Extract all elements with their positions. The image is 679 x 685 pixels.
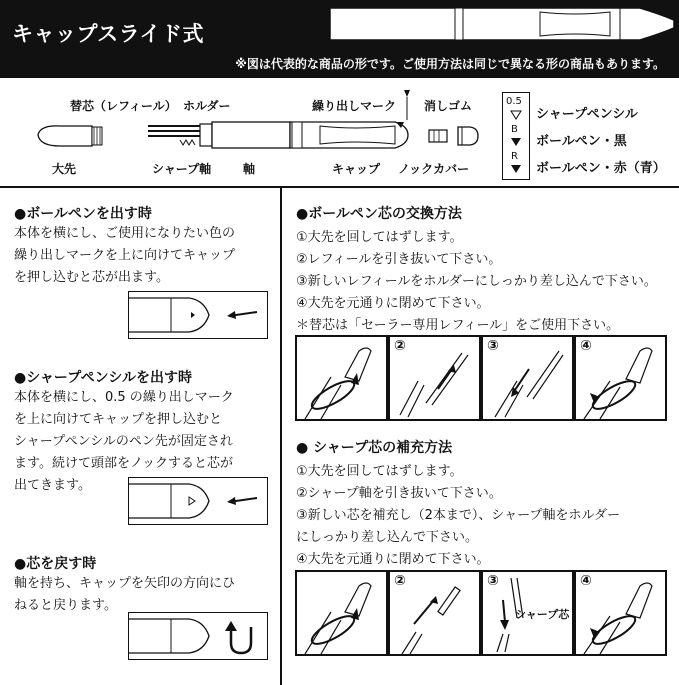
header-note: ※図は代表的な商品の形です。ご使用方法は同じで異なる形の商品もあります。 [235, 57, 665, 71]
text-line: 軸を持ち、キャップを矢印の方向にひ [14, 576, 236, 591]
label-eraser: 消しゴム [424, 99, 473, 113]
label-tip: 大先 [52, 162, 77, 176]
text-line: 本体を横にし、0.5 の繰り出しマーク [14, 390, 234, 405]
panel-number: ④ [580, 573, 592, 589]
lead-panel-2 [388, 570, 481, 656]
lead-step-1: ①大先を回してはずします。 [296, 464, 463, 479]
rotate-arrow-icon [308, 376, 358, 414]
section-title-retract: ●芯を戻す時 [14, 556, 97, 572]
arrow-down-icon [503, 600, 505, 622]
eraser-part [429, 130, 447, 142]
triangle-filled-icon [510, 137, 522, 147]
sharp-shaft-part [180, 140, 195, 145]
label-sharp-shaft: シャープ軸 [152, 162, 212, 176]
section-title-lead-refill: ● シャープ芯の補充方法 [296, 440, 453, 456]
retract-text [14, 573, 235, 617]
knock-cover-part [458, 127, 478, 145]
lead-panel-1 [295, 570, 388, 656]
panel-number: ③ [487, 573, 499, 589]
lead-label: シャープ芯 [515, 608, 570, 621]
tip-part [38, 126, 92, 146]
legend-item-sharp: シャープペンシル [536, 107, 638, 122]
mark-legend-box [502, 92, 530, 180]
triangle-filled-icon [510, 164, 522, 174]
ballpoint-out-text [14, 223, 235, 289]
refill-panel-2 [388, 335, 481, 421]
label-refill: 替芯（レフィール） [70, 99, 177, 113]
rotate-arrow-icon [589, 611, 639, 649]
refill-panel-3 [481, 335, 574, 421]
text-line: ます。続けて頭部をノックすると芯が [14, 456, 234, 471]
legend-mark-r: R [511, 151, 518, 162]
refill-note: ＊替芯は「セーラー専用レフィール」をご使用下さい。 [296, 318, 620, 333]
triangle-outline-icon [510, 110, 522, 120]
lead-step-4: ④大先を元通りに閉めて下さい。 [296, 552, 490, 567]
page-title: キャップスライド式 [12, 22, 205, 46]
ballpoint-out-illustration [128, 291, 268, 339]
lead-step-2: ②シャープ軸を引き抜いて下さい。 [296, 486, 502, 501]
text-line: シャープペンシルのペン先が固定され [14, 434, 233, 449]
text-line: を上に向けてキャップを押し込むと [14, 412, 223, 427]
label-shaft: 軸 [243, 162, 256, 176]
refill-step-4: ④大先を元通りに閉めて下さい。 [296, 296, 490, 311]
arrow-left-icon [227, 497, 236, 505]
refill-step-1: ①大先を回してはずします。 [296, 230, 463, 245]
arrow-up-right-icon [414, 600, 434, 624]
label-knock-cover: ノックカバー [398, 162, 470, 176]
cap-part [290, 122, 408, 148]
panel-number: ② [394, 573, 406, 589]
legend-mark-b: B [511, 124, 518, 135]
panel-number: ④ [580, 338, 592, 354]
lead-step-3-cont: にしっかり差し込んで下さい。 [296, 530, 479, 545]
section-title-sharp-out: ●シャープペンシルを出す時 [14, 370, 192, 386]
label-cap: キャップ [332, 162, 381, 176]
section-divider [0, 186, 679, 188]
lead-panel-4 [574, 570, 667, 656]
refill-panel-1 [295, 335, 388, 421]
section-title-refill-change: ●ボールペン芯の交換方法 [296, 206, 462, 222]
label-holder: ホルダー [183, 99, 231, 113]
text-line: ねると戻ります。 [14, 598, 117, 613]
section-title-ballpoint-out: ●ボールペンを出す時 [14, 206, 152, 222]
rotate-arrow-icon [308, 611, 358, 649]
panel-number: ② [394, 338, 406, 354]
text-line: 繰り出しマークを上に向けてキャップ [14, 248, 236, 263]
text-line: を押し込むと芯が出ます。 [14, 270, 169, 285]
text-line: 本体を横にし、ご使用になりたい色の [14, 226, 236, 241]
lead-step-3: ③新しい芯を補充し（2本まで）、シャープ軸をホルダー [296, 508, 620, 523]
text-line: 出てきます。 [14, 478, 91, 493]
sharp-out-illustration [128, 477, 268, 525]
panel-number: ③ [487, 338, 499, 354]
column-divider [280, 188, 282, 685]
refill-panel-4 [574, 335, 667, 421]
label-feed-mark: 繰り出しマーク [312, 99, 397, 113]
holder-part [200, 124, 212, 146]
shaft-part [212, 122, 290, 148]
legend-item-black: ボールペン・黒 [536, 134, 627, 149]
refill-step-2: ②レフィールを引き抜いて下さい。 [296, 252, 502, 267]
retract-illustration [128, 612, 268, 660]
refill-step-3: ③新しいレフィールをホルダーにしっかり差し込んで下さい。 [296, 274, 657, 289]
arrow-left-icon [227, 311, 236, 319]
lead-panel-3 [481, 570, 574, 656]
legend-mark-05: 0.5 [506, 96, 522, 107]
rotate-arrow-icon [589, 376, 639, 414]
legend-item-red: ボールペン・赤（青） [536, 161, 666, 176]
